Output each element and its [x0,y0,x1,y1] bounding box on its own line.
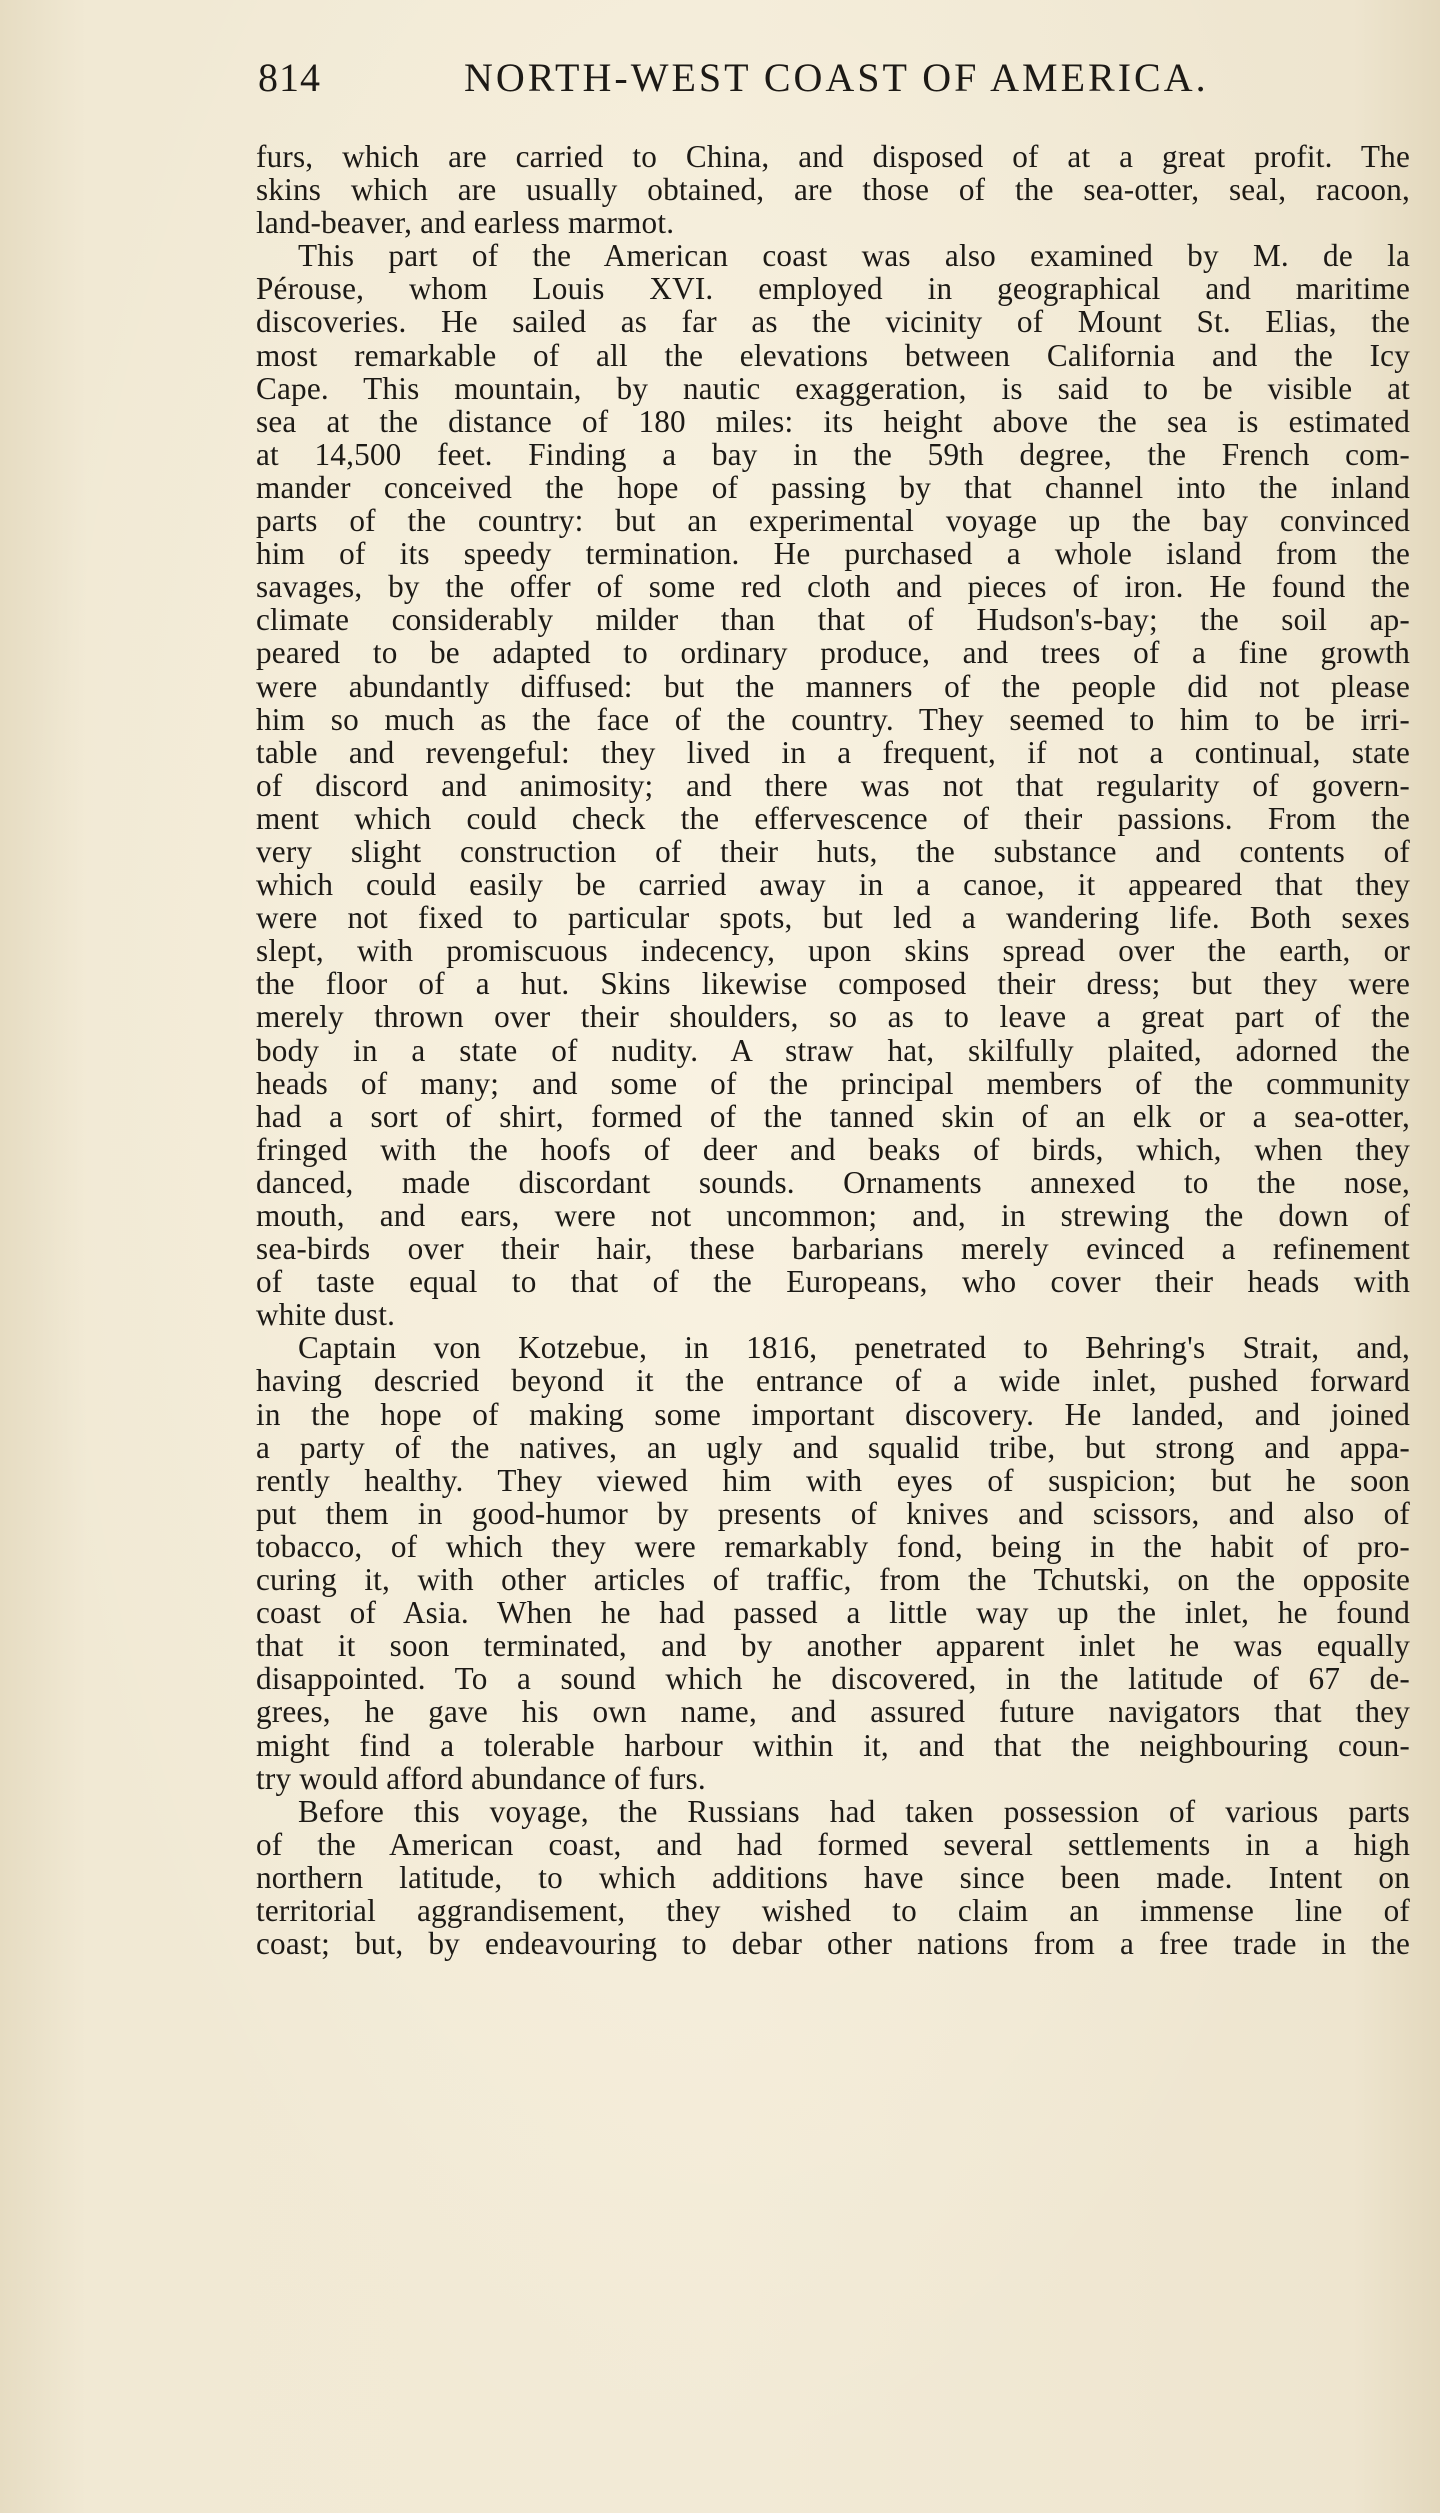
text-line: mander conceived the hope of passing by that channel into the inland [256,469,1410,505]
text-line: Pérouse, whom Louis XVI. employed in geographical and maritime [256,271,1410,307]
text-line: try would afford abundance of furs. [256,1760,706,1796]
body-text [256,140,1410,1960]
text-line: northern latitude, to which additions have since been made. Intent on [256,1859,1410,1895]
text-line: climate considerably milder than that of Hudson's-bay; the soil ap- [256,602,1410,638]
text-line: furs, which are carried to China, and disposed of at a great profit. The [256,139,1410,174]
text-line: white dust. [256,1297,396,1333]
text-line: very slight construction of their huts, the substance and contents of [256,833,1410,869]
text-line: having descried beyond it the entrance of a wide inlet, pushed forward [256,1363,1410,1399]
text-line: disappointed. To a sound which he discovered, in the latitude of 67 de- [256,1661,1410,1697]
text-line: slept, with promiscuous indecency, upon skins spread over the earth, or [256,933,1410,969]
text-line: parts of the country: but an experimental voyage up the bay convinced [256,503,1410,539]
text-line: Cape. This mountain, by nautic exaggeration, is said to be visible at [256,370,1410,406]
text-line: most remarkable of all the elevations between California and the Icy [256,337,1410,373]
text-line: territorial aggrandisement, they wished to claim an immense line of [256,1892,1410,1928]
page-number: 814 [258,55,321,100]
text-line: him so much as the face of the country. They seemed to him to be irri- [256,701,1410,737]
text-line: Before this voyage, the Russians had taken possession of various parts [298,1793,1410,1829]
text-line: skins which are usually obtained, are those of the sea-otter, seal, racoon, [256,172,1410,208]
text-line: were abundantly diffused: but the manners of the people did not please [256,668,1410,704]
text-line: him of its speedy termination. He purchased a whole island from the [256,536,1410,572]
text-line: were not fixed to particular spots, but led a wandering life. Both sexes [256,900,1410,936]
text-line: table and revengeful: they lived in a frequent, if not a continual, state [256,734,1410,770]
text-line: of taste equal to that of the Europeans, who cover their heads with [256,1264,1410,1300]
text-line: fringed with the hoofs of deer and beaks of birds, which, when they [256,1131,1410,1167]
text-line: coast of Asia. When he had passed a little way up the inlet, he found [256,1595,1410,1631]
text-line: danced, made discordant sounds. Ornaments annexed to the nose, [256,1164,1410,1200]
text-line: merely thrown over their shoulders, so as to leave a great part of the [256,999,1410,1035]
text-line: grees, he gave his own name, and assured future navigators that they [256,1694,1410,1730]
text-line: discoveries. He sailed as far as the vicinity of Mount St. Elias, the [256,304,1410,340]
text-line: sea at the distance of 180 miles: its height above the sea is estimated [256,403,1410,439]
page-header [258,54,1408,114]
text-line: a party of the natives, an ugly and squalid tribe, but strong and appa- [256,1429,1410,1465]
text-line: rently healthy. They viewed him with eyes of suspicion; but he soon [256,1462,1410,1498]
text-line: which could easily be carried away in a canoe, it appeared that they [256,867,1410,903]
text-line: tobacco, of which they were remarkably fond, being in the habit of pro- [256,1528,1410,1564]
text-line: land-beaver, and earless marmot. [256,205,675,241]
text-line: savages, by the offer of some red cloth and pieces of iron. He found the [256,569,1410,605]
text-line: coast; but, by endeavouring to debar other nations from a free trade in the [256,1926,1410,1962]
text-line: peared to be adapted to ordinary produce, and trees of a fine growth [256,635,1410,671]
text-line: at 14,500 feet. Finding a bay in the 59th degree, the French com- [256,436,1410,472]
text-line: This part of the American coast was also examined by M. de la [298,238,1410,274]
text-line: Captain von Kotzebue, in 1816, penetrated to Behring's Strait, and, [298,1330,1410,1366]
text-line: sea-birds over their hair, these barbarians merely evinced a refinement [256,1231,1410,1267]
text-line: in the hope of making some important discovery. He landed, and joined [256,1396,1410,1432]
text-line: mouth, and ears, were not uncommon; and, in strewing the down of [256,1198,1410,1233]
text-line: heads of many; and some of the principal members of the community [256,1065,1410,1101]
text-line: body in a state of nudity. A straw hat, skilfully plaited, adorned the [256,1032,1410,1068]
text-line: curing it, with other articles of traffic, from the Tchutski, on the opposite [256,1562,1410,1598]
text-line: that it soon terminated, and by another apparent inlet he was equally [256,1628,1410,1664]
text-line: the floor of a hut. Skins likewise composed their dress; but they were [256,966,1410,1002]
text-line: of the American coast, and had formed several settlements in a high [256,1826,1410,1862]
text-line: put them in good-humor by presents of knives and scissors, and also of [256,1495,1410,1531]
text-line: of discord and animosity; and there was not that regularity of govern- [256,767,1410,803]
text-line: might find a tolerable harbour within it, and that the neighbouring coun- [256,1727,1410,1763]
running-head: NORTH-WEST COAST OF AMERICA. [464,55,1209,100]
text-line: ment which could check the effervescence of their passions. From the [256,800,1410,836]
text-line: had a sort of shirt, formed of the tanned skin of an elk or a sea-otter, [256,1098,1410,1134]
